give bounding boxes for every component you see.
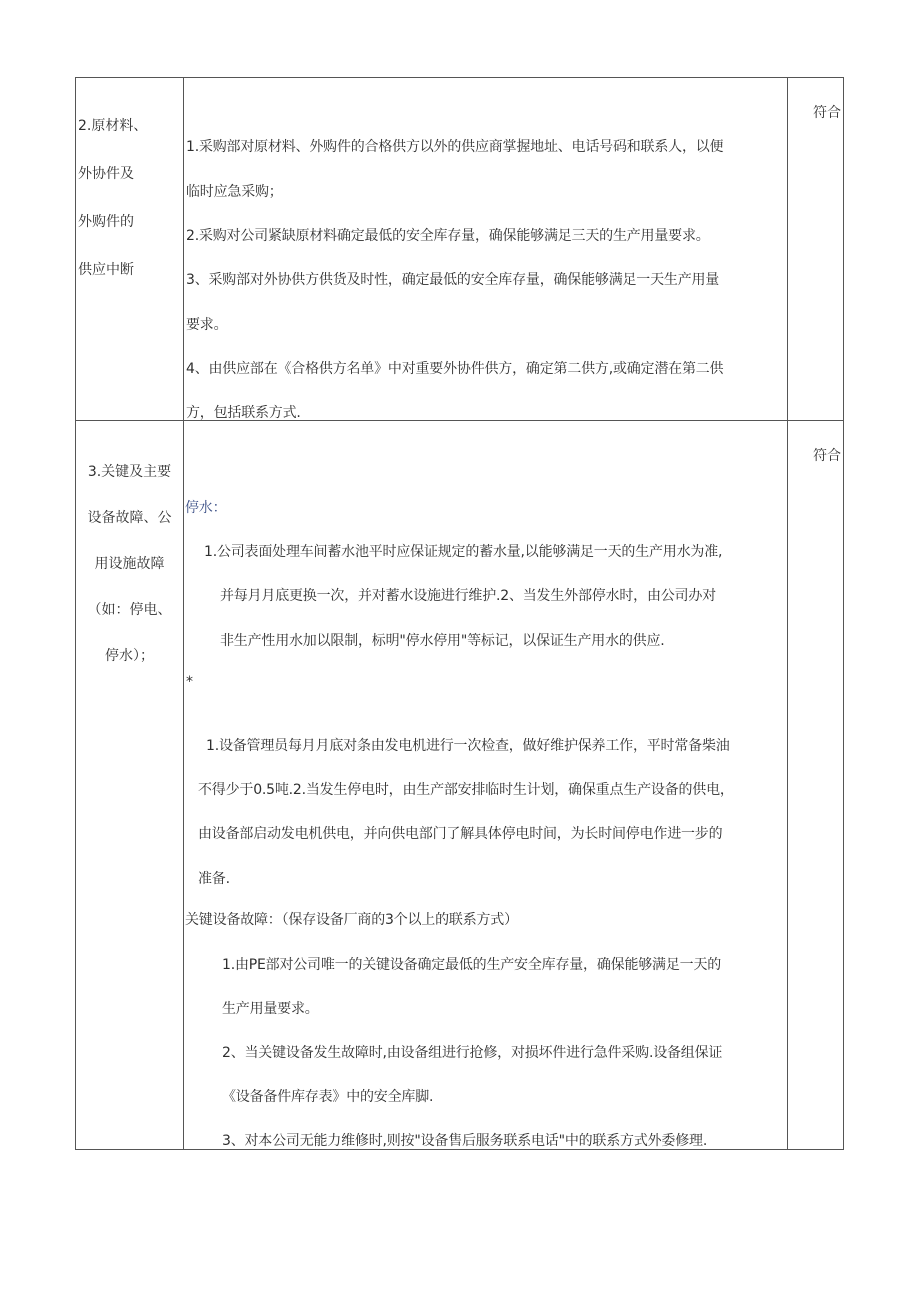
measure-line: 准备. [198, 871, 230, 887]
category-line: （如：停电、 [87, 602, 172, 618]
measure-line: 3、对本公司无能力维修时,则按"设备售后服务联系电话"中的联系方式外委修理. [222, 1133, 708, 1149]
measure-line: 要求。 [186, 317, 228, 333]
section-heading: 停水： [185, 500, 227, 516]
measure-line: 由设备部启动发电机供电，并向供电部门了解具体停电时间，为长时间停电作进一步的 [198, 826, 723, 842]
measure-line: 1.采购部对原材料、外购件的合格供方以外的供应商掌握地址、电话号码和联系人，以便 [186, 139, 724, 155]
measure-line: 方，包括联系方式. [186, 405, 301, 421]
measure-line: * [186, 674, 193, 690]
measure-line: 临时应急采购； [186, 184, 283, 200]
status-text: 符合 [813, 448, 841, 464]
contingency-table [75, 77, 844, 1150]
measure-line: 3、采购部对外协供方供货及时性，确定最低的安全库存量，确保能够满足一天生产用量 [186, 272, 720, 288]
category-line: 设备故障、公 [87, 510, 172, 526]
status-cell [788, 421, 844, 1150]
category-line: 外协件及 [78, 166, 134, 182]
category-line: 停水）； [105, 648, 154, 664]
category-line: 3.关键及主要 [87, 464, 172, 480]
measure-line: 1.公司表面处理车间蓄水池平时应保证规定的蓄水量,以能够满足一天的生产用水为准, [204, 544, 723, 560]
measure-line: 2.采购对公司紧缺原材料确定最低的安全库存量，确保能够满足三天的生产用量要求。 [186, 228, 710, 244]
measures-cell [184, 78, 788, 421]
measure-line: 1.由PE部对公司唯一的关键设备确定最低的生产安全库存量，确保能够满足一天的 [222, 957, 722, 973]
measure-line: 不得少于0.5吨.2.当发生停电时，由生产部安排临时生计划，确保重点生产设备的供电， [198, 782, 734, 798]
measure-line: 非生产性用水加以限制，标明"停水停用"等标记，以保证生产用水的供应. [220, 633, 665, 649]
table-row [76, 78, 844, 421]
status-text: 符合 [813, 105, 841, 121]
category-cell [76, 78, 184, 421]
status-cell [788, 78, 844, 421]
measure-line: 1.设备管理员每月月底对条由发电机进行一次检查，做好维护保养工作，平时常备柴油 [206, 738, 730, 754]
category-line: 用设施故障 [94, 556, 165, 572]
category-line: 2.原材料、 [78, 118, 148, 134]
measure-line: 《设备备件库存表》中的安全库脚. [222, 1089, 434, 1105]
category-line: 外购件的 [78, 214, 134, 230]
measures-cell [184, 421, 788, 1150]
measure-line: 2、当关键设备发生故障时,由设备组进行抢修，对损坏件进行急件采购.设备组保证 [222, 1045, 723, 1061]
category-line: 供应中断 [78, 262, 134, 278]
category-cell [76, 421, 184, 1150]
measure-line: 并每月月底更换一次，并对蓄水设施进行维护.2、当发生外部停水时，由公司办对 [220, 588, 716, 604]
measure-line: 生产用量要求。 [222, 1001, 319, 1017]
section-heading: 关键设备故障：（保存设备厂商的3个以上的联系方式） [185, 912, 518, 928]
measure-line: 4、由供应部在《合格供方名单》中对重要外协件供方，确定第二供方,或确定潜在第二供 [186, 361, 724, 377]
table-row [76, 421, 844, 1150]
